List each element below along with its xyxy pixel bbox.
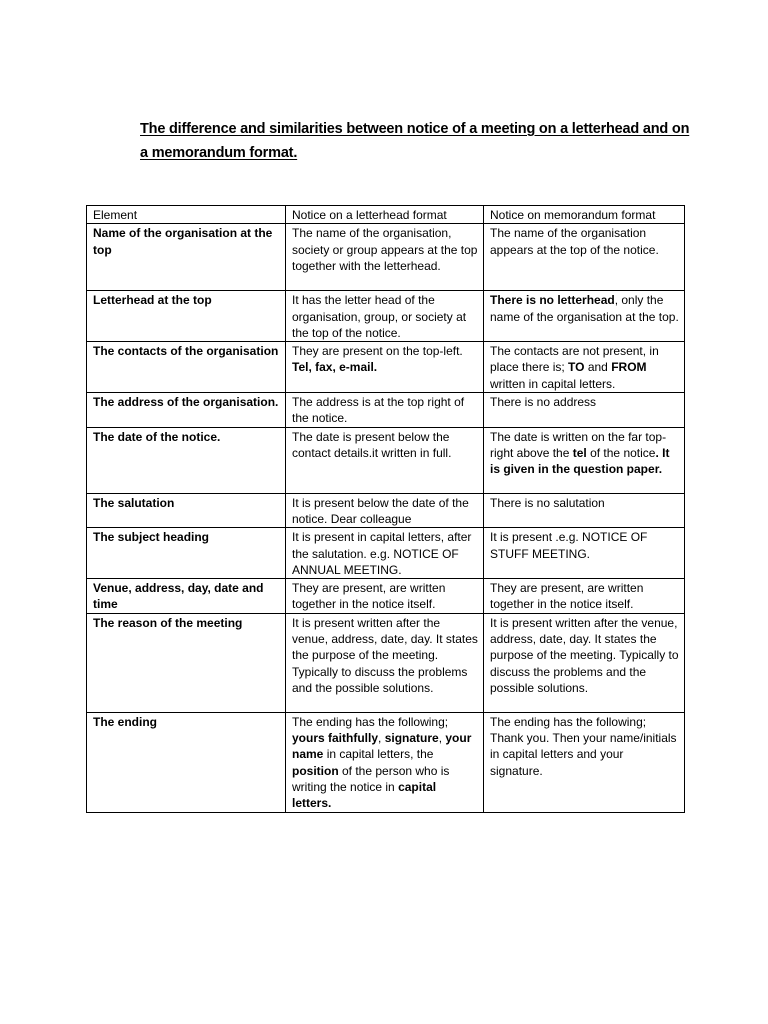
cell-text: It is present below the date of the notice. Dear colleague xyxy=(292,495,469,526)
memorandum-cell xyxy=(484,224,685,291)
table-row xyxy=(87,342,685,393)
cell-text: They are present on the top-left. xyxy=(292,344,463,359)
cell-text: The date is present below the contact details.it written in full. xyxy=(292,429,452,460)
cell-text: , xyxy=(378,731,385,746)
cell-text: It is present in capital letters, after the salutation. e.g. NOTICE OF ANNUAL MEETING. xyxy=(292,530,472,577)
element-cell: Name of the organisation at the top xyxy=(87,224,286,291)
table-row xyxy=(87,613,685,712)
element-cell: The address of the organisation. xyxy=(87,393,286,428)
cell-text: capital letters. xyxy=(292,779,437,811)
letterhead-cell xyxy=(286,613,484,712)
cell-text: of the notice xyxy=(586,445,656,460)
cell-text: FROM xyxy=(611,360,647,375)
cell-text: in capital letters, the xyxy=(323,747,434,762)
table-header-row xyxy=(87,206,685,224)
letterhead-cell xyxy=(286,712,484,812)
memorandum-cell xyxy=(484,291,685,342)
cell-text: There is no letterhead xyxy=(490,293,615,308)
cell-text: The name of the organisation appears at the top of the notice. xyxy=(490,226,659,257)
element-cell: The salutation xyxy=(87,493,286,528)
table-row xyxy=(87,427,685,493)
header-letterhead-format: Notice on a letterhead format xyxy=(286,206,484,224)
cell-text: and xyxy=(584,360,612,375)
element-cell: The reason of the meeting xyxy=(87,613,286,712)
cell-text: The date is written on the far top-right above the xyxy=(490,429,667,460)
element-cell: Venue, address, day, date and time xyxy=(87,579,286,614)
cell-text: It has the letter head of the organisation, group, or society at the top of the notice. xyxy=(292,293,467,340)
cell-text: The contacts are not present, in place there is; xyxy=(490,344,659,375)
table-row xyxy=(87,393,685,428)
cell-text: The address is at the top right of the notice. xyxy=(292,395,465,426)
table-row xyxy=(87,224,685,291)
cell-text: signature xyxy=(384,731,439,746)
table-row xyxy=(87,712,685,812)
header-element: Element xyxy=(87,206,286,224)
letterhead-cell xyxy=(286,291,484,342)
cell-text: yours faithfully xyxy=(292,731,379,746)
letterhead-cell xyxy=(286,427,484,493)
cell-text: They are present, are written together in the notice itself. xyxy=(490,581,644,612)
letterhead-cell xyxy=(286,579,484,614)
memorandum-cell xyxy=(484,342,685,393)
cell-text: written in capital letters. xyxy=(490,376,616,391)
memorandum-cell xyxy=(484,579,685,614)
letterhead-cell xyxy=(286,342,484,393)
table-row xyxy=(87,291,685,342)
table-row xyxy=(87,528,685,579)
memorandum-cell xyxy=(484,613,685,712)
letterhead-cell xyxy=(286,528,484,579)
cell-text: , only the name of the organisation at the top. xyxy=(490,293,679,324)
cell-text: TO xyxy=(568,360,585,375)
memorandum-cell xyxy=(484,528,685,579)
table-body xyxy=(87,224,685,812)
cell-text: It is present written after the venue, address, date, day. It states the purpose of the meeting. Typically to discuss the problems and the possible solutions. xyxy=(292,615,478,695)
element-cell: The ending xyxy=(87,712,286,812)
cell-text: position xyxy=(292,763,339,778)
element-cell: The date of the notice. xyxy=(87,427,286,493)
cell-text: There is no salutation xyxy=(490,495,605,510)
cell-text: They are present, are written together in the notice itself. xyxy=(292,581,446,612)
cell-text: Tel, fax, e-mail. xyxy=(292,360,378,375)
cell-text: It is present written after the venue, address, date, day. It states the purpose of the meeting. Typically to discuss the problems and the possible solutions. xyxy=(490,615,679,695)
cell-text: It is present .e.g. NOTICE OF STUFF MEETING. xyxy=(490,530,648,561)
cell-text: of the person who is writing the notice in xyxy=(292,763,450,794)
cell-text: . It is given in the question paper. xyxy=(490,445,670,477)
memorandum-cell xyxy=(484,427,685,493)
element-cell: Letterhead at the top xyxy=(87,291,286,342)
table-row xyxy=(87,579,685,614)
cell-text: , xyxy=(438,731,446,746)
memorandum-cell xyxy=(484,712,685,812)
cell-text: your name xyxy=(292,731,472,762)
document-title: The difference and similarities between notice of a meeting on a letterhead and on a memorandum format. xyxy=(140,121,690,161)
cell-text: The ending has the following; Thank you. Then your name/initials in capital letters and your signature. xyxy=(490,714,677,778)
letterhead-cell xyxy=(286,393,484,428)
letterhead-cell xyxy=(286,224,484,291)
cell-text: The name of the organisation, society or group appears at the top together with the letterhead. xyxy=(292,226,478,273)
table-row xyxy=(87,493,685,528)
memorandum-cell xyxy=(484,493,685,528)
cell-text: There is no address xyxy=(490,395,597,410)
element-cell: The contacts of the organisation xyxy=(87,342,286,393)
cell-text: tel xyxy=(572,445,587,460)
letterhead-cell xyxy=(286,493,484,528)
memorandum-cell xyxy=(484,393,685,428)
element-cell: The subject heading xyxy=(87,528,286,579)
cell-text: The ending has the following; xyxy=(292,714,449,729)
comparison-table xyxy=(86,205,685,813)
header-memorandum-format: Notice on memorandum format xyxy=(484,206,685,224)
